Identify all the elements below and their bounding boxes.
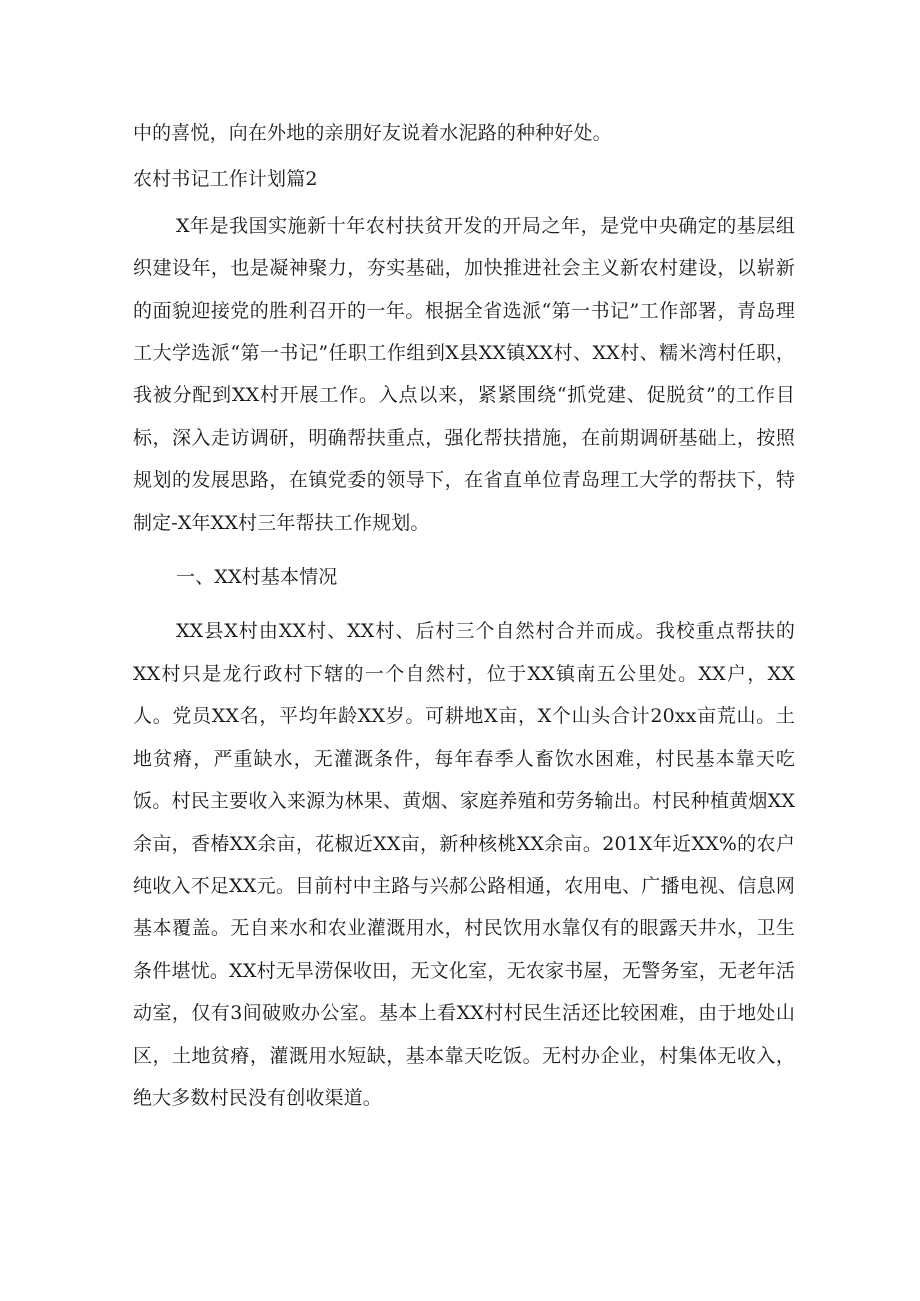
document-body [133, 112, 795, 1119]
body-paragraph: XX县X村由XX村、XX村、后村三个自然村合并而成。我校重点帮扶的XX村只是龙行政村下辖的一个自然村，位于XX镇南五公里处。XX户，XX人。党员XX名，平均年龄XX岁。可耕地X亩，X个山头合计20xx亩荒山。土地贫瘠，严重缺水，无灌溉条件，每年春季人畜饮水困难，村民基本靠天吃饭。村民主要收入来源为林果、黄烟、家庭养殖和劳务输出。村民种植黄烟XX余亩，香椿XX余亩，花椒近XX亩，新种核桃XX余亩。201X年近XX%的农户纯收入不足XX元。目前村中主路与兴郝公路相通，农用电、广播电视、信息网基本覆盖。无自来水和农业灌溉用水，村民饮用水靠仅有的眼露天井水，卫生条件堪忧。XX村无旱涝保收田，无文化室，无农家书屋，无警务室，无老年活动室，仅有3间破败办公室。基本上看XX村村民生活还比较困难，由于地处山区，土地贫瘠，灌溉用水短缺，基本靠天吃饭。无村办企业，村集体无收入，绝大多数村民没有创收渠道。 [133, 620, 795, 1109]
section-heading: 一、XX村基本情况 [176, 566, 338, 589]
section-title: 农村书记工作计划篇2 [133, 168, 318, 191]
intro-paragraph: X年是我国实施新十年农村扶贫开发的开局之年，是党中央确定的基层组织建设年，也是凝神聚力，夯实基础，加快推进社会主义新农村建设，以崭新的面貌迎接党的胜利召开的一年。根据全省选派“第一书记”工作部署，青岛理工大学选派“第一书记”任职工作组到X县XX镇XX村、XX村、糯米湾村任职，我被分配到XX村开展工作。入点以来，紧紧围绕“抓党建、促脱贫”的工作目标，深入走访调研，明确帮扶重点，强化帮扶措施，在前期调研基础上，按照规划的发展思路，在镇党委的领导下，在省直单位青岛理工大学的帮扶下，特制定-X年XX村三年帮扶工作规划。 [133, 214, 795, 534]
spacer [133, 544, 795, 556]
spacer [133, 598, 795, 610]
continuation-paragraph: 中的喜悦，向在外地的亲朋好友说着水泥路的种种好处。 [133, 122, 612, 144]
